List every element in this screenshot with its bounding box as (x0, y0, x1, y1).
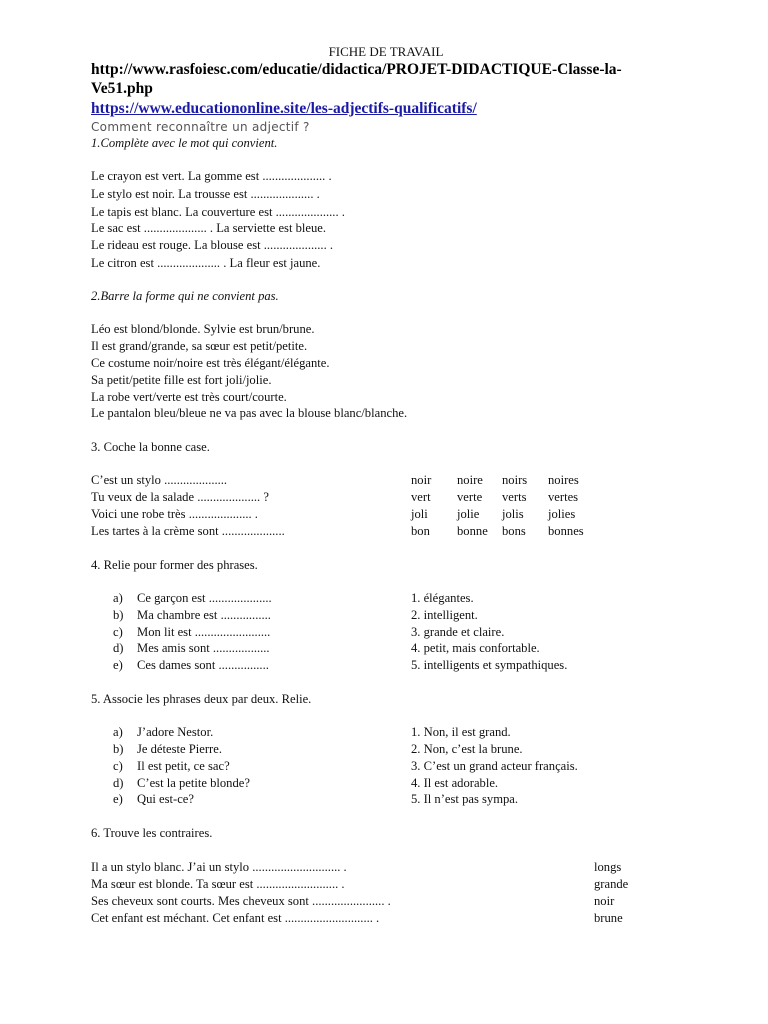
ex5-item-text: Il est petit, ce sac? (137, 759, 230, 773)
ex5-match: 3. C’est un grand acteur français. (411, 759, 578, 773)
ex5-item-text: Qui est-ce? (137, 792, 194, 806)
ex4-match: 1. élégantes. (411, 591, 474, 605)
ex3-option[interactable]: noir (411, 473, 432, 487)
ex1-instruction: 1.Complète avec le mot qui convient. (91, 136, 278, 150)
ex3-option[interactable]: noire (457, 473, 483, 487)
ex2-line: Ce costume noir/noire est très élégant/élégante. (91, 356, 330, 370)
source-link[interactable]: https://www.educationonline.site/les-adjectifs-qualificatifs/ (91, 100, 477, 117)
ex2-line: La robe vert/verte est très court/courte. (91, 390, 287, 404)
ex4-item-text: Ce garçon est .................... (137, 591, 272, 605)
ex3-option[interactable]: bonne (457, 524, 488, 538)
ex1-line: Le crayon est vert. La gomme est .................... . (91, 169, 332, 183)
ex3-option[interactable]: jolies (548, 507, 576, 521)
ex3-sentence: C’est un stylo .................... (91, 473, 228, 487)
ex5-match: 5. Il n’est pas sympa. (411, 792, 519, 806)
ex5-item-text: C’est la petite blonde? (137, 776, 250, 790)
ex6-answer-word: noir (594, 894, 615, 908)
ex3-option[interactable]: joli (411, 507, 428, 521)
ex3-option[interactable]: bon (411, 524, 430, 538)
ex6-sentence: Ses cheveux sont courts. Mes cheveux sont ....................... . (91, 894, 391, 908)
ex5-item-letter: d) (113, 776, 124, 790)
ex6-instruction: 6. Trouve les contraires. (91, 826, 213, 840)
ex1-line: Le stylo est noir. La trousse est .................... . (91, 187, 320, 201)
ex1-line: Le sac est .................... . La serviette est bleue. (91, 221, 327, 235)
ex4-item-text: Ma chambre est ................ (137, 608, 271, 622)
ex5-match: 2. Non, c’est la brune. (411, 742, 523, 756)
ex4-match: 5. intelligents et sympathiques. (411, 658, 568, 672)
ex4-item-text: Mon lit est ........................ (137, 625, 271, 639)
ex5-item-letter: e) (113, 792, 123, 806)
ex6-sentence: Il a un stylo blanc. J’ai un stylo ............................ . (91, 860, 347, 874)
ex6-answer-word: grande (594, 877, 629, 891)
ex3-option[interactable]: bons (502, 524, 526, 538)
ex2-line: Il est grand/grande, sa sœur est petit/petite. (91, 339, 308, 353)
page-subtitle: Comment reconnaître un adjectif ? (91, 120, 310, 134)
ex3-option[interactable]: vert (411, 490, 431, 504)
ex6-answer-word: longs (594, 860, 622, 874)
ex6-sentence: Ma sœur est blonde. Ta sœur est .......................... . (91, 877, 345, 891)
ex6-sentence: Cet enfant est méchant. Cet enfant est ............................ . (91, 911, 380, 925)
ex1-line: Le rideau est rouge. La blouse est .................... . (91, 238, 334, 252)
ex3-option[interactable]: verte (457, 490, 483, 504)
ex5-item-letter: b) (113, 742, 124, 756)
ex5-item-text: J’adore Nestor. (137, 725, 214, 739)
ex3-sentence: Tu veux de la salade .................... ? (91, 490, 269, 504)
ex4-item-letter: d) (113, 641, 124, 655)
source-url-line2: Ve51.php (91, 80, 153, 97)
ex2-line: Léo est blond/blonde. Sylvie est brun/brune. (91, 322, 315, 336)
ex4-item-text: Ces dames sont ................ (137, 658, 269, 672)
ex2-line: Le pantalon bleu/bleue ne va pas avec la blouse blanc/blanche. (91, 406, 408, 420)
ex4-item-letter: b) (113, 608, 124, 622)
ex5-instruction: 5. Associe les phrases deux par deux. Relie. (91, 692, 312, 706)
ex3-option[interactable]: bonnes (548, 524, 584, 538)
ex4-match: 4. petit, mais confortable. (411, 641, 540, 655)
ex4-instruction: 4. Relie pour former des phrases. (91, 558, 258, 572)
ex5-item-letter: c) (113, 759, 123, 773)
worksheet-title: FICHE DE TRAVAIL (328, 44, 444, 59)
ex3-sentence: Les tartes à la crème sont .................... (91, 524, 285, 538)
source-url-line1: http://www.rasfoiesc.com/educatie/didactica/PROJET-DIDACTIQUE-Classe-la- (91, 61, 622, 78)
ex4-match: 2. intelligent. (411, 608, 478, 622)
ex6-answer-word: brune (594, 911, 623, 925)
ex3-option[interactable]: jolie (457, 507, 480, 521)
ex5-match: 1. Non, il est grand. (411, 725, 511, 739)
ex3-option[interactable]: noires (548, 473, 579, 487)
ex5-match: 4. Il est adorable. (411, 776, 499, 790)
ex1-line: Le tapis est blanc. La couverture est .................... . (91, 205, 345, 219)
ex3-sentence: Voici une robe très .................... . (91, 507, 258, 521)
ex1-line: Le citron est .................... . La fleur est jaune. (91, 256, 321, 270)
ex4-match: 3. grande et claire. (411, 625, 505, 639)
ex3-option[interactable]: noirs (502, 473, 528, 487)
ex3-option[interactable]: vertes (548, 490, 579, 504)
ex4-item-letter: e) (113, 658, 123, 672)
ex4-item-letter: c) (113, 625, 123, 639)
ex2-instruction: 2.Barre la forme qui ne convient pas. (91, 289, 279, 303)
ex5-item-letter: a) (113, 725, 123, 739)
ex4-item-text: Mes amis sont .................. (137, 641, 270, 655)
ex3-option[interactable]: verts (502, 490, 527, 504)
ex3-option[interactable]: jolis (502, 507, 524, 521)
ex4-item-letter: a) (113, 591, 123, 605)
ex5-item-text: Je déteste Pierre. (137, 742, 222, 756)
ex3-instruction: 3. Coche la bonne case. (91, 440, 210, 454)
ex2-line: Sa petit/petite fille est fort joli/jolie. (91, 373, 272, 387)
